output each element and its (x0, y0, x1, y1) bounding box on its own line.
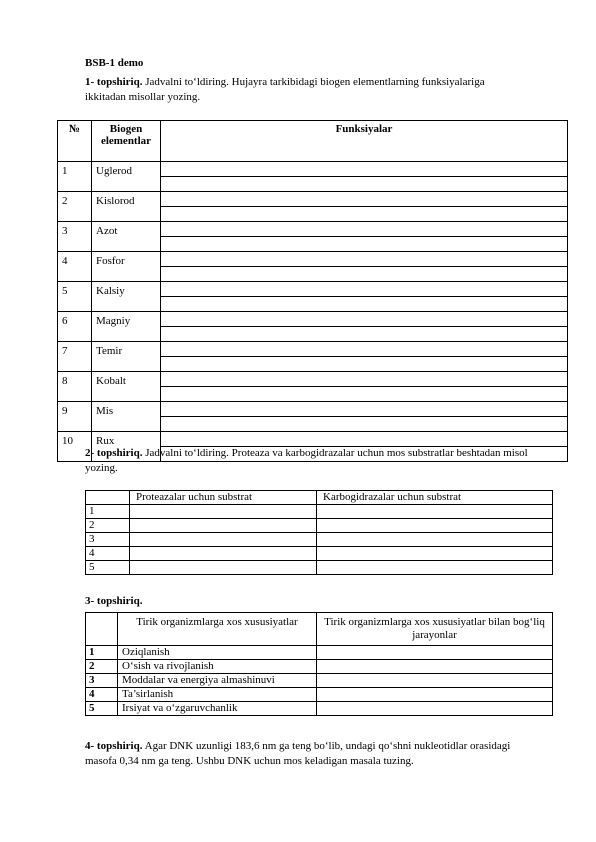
task4-instruction (85, 739, 515, 769)
element-row (58, 192, 568, 222)
element-row (58, 372, 568, 402)
function-answer-line[interactable] (161, 402, 567, 417)
element-name: Azot (92, 222, 161, 252)
substrate-row-number: 5 (86, 561, 130, 575)
protease-substrate-header: Proteazalar uchun substrat (130, 491, 317, 505)
processes-header: Tirik organizmlarga xos xususiyatlar bilan bog‘liq jarayonlar (317, 613, 553, 646)
feature-name: Moddalar va energiya almashinuvi (118, 674, 317, 688)
function-answer-cell[interactable] (161, 372, 568, 402)
feature-row (86, 660, 553, 674)
function-answer-line[interactable] (161, 297, 567, 311)
element-name: Uglerod (92, 162, 161, 192)
element-row-number: 2 (58, 192, 92, 222)
function-answer-line[interactable] (161, 357, 567, 371)
substrate-row-number: 2 (86, 519, 130, 533)
element-name: Kobalt (92, 372, 161, 402)
feature-row (86, 688, 553, 702)
function-answer-line[interactable] (161, 312, 567, 327)
element-row-number: 10 (58, 432, 92, 462)
process-answer-cell[interactable] (317, 674, 553, 688)
function-answer-cell[interactable] (161, 312, 568, 342)
element-name: Magniy (92, 312, 161, 342)
protease-substrate-cell[interactable] (130, 561, 317, 575)
feature-row (86, 646, 553, 660)
feature-name: O‘sish va rivojlanish (118, 660, 317, 674)
function-answer-line[interactable] (161, 222, 567, 237)
element-row (58, 222, 568, 252)
function-answer-line[interactable] (161, 237, 567, 251)
process-answer-cell[interactable] (317, 660, 553, 674)
element-row-number: 7 (58, 342, 92, 372)
task4-label: 4- topshiriq. (85, 740, 143, 752)
function-answer-line[interactable] (161, 387, 567, 401)
substrate-row-number: 1 (86, 505, 130, 519)
element-row (58, 162, 568, 192)
carbohydrase-substrate-cell[interactable] (317, 547, 553, 561)
element-name: Rux (92, 432, 161, 462)
protease-substrate-cell[interactable] (130, 519, 317, 533)
element-row (58, 402, 568, 432)
substrate-row (86, 547, 553, 561)
task4-text: Agar DNK uzunligi 183,6 nm ga teng bo‘lib, undagi qo‘shni nukleotidlar orasidagi masofa 0,34 nm ga teng. Ushbu DNK uchun mos keladigan masala tuzing. (85, 740, 511, 767)
feature-row-number: 2 (86, 660, 118, 674)
feature-name: Ta’sirlanish (118, 688, 317, 702)
element-row-number: 4 (58, 252, 92, 282)
substrate-table (85, 490, 553, 575)
substrate-row (86, 519, 553, 533)
col-functions-header: Funksiyalar (161, 121, 568, 162)
element-name: Fosfor (92, 252, 161, 282)
carbohydrase-substrate-cell[interactable] (317, 505, 553, 519)
feature-row-number: 4 (86, 688, 118, 702)
element-name: Kislorod (92, 192, 161, 222)
col-number-header: № (58, 121, 92, 162)
t2-corner-header (86, 491, 130, 505)
function-answer-line[interactable] (161, 192, 567, 207)
task3-label: 3- topshiriq. (85, 595, 143, 607)
substrate-row-number: 4 (86, 547, 130, 561)
function-answer-line[interactable] (161, 342, 567, 357)
element-row-number: 3 (58, 222, 92, 252)
function-answer-line[interactable] (161, 432, 567, 447)
process-answer-cell[interactable] (317, 688, 553, 702)
function-answer-line[interactable] (161, 207, 567, 221)
element-row-number: 1 (58, 162, 92, 192)
feature-row-number: 5 (86, 702, 118, 716)
element-row (58, 282, 568, 312)
element-row-number: 6 (58, 312, 92, 342)
substrate-row (86, 561, 553, 575)
task2-label: 2- topshiriq. (85, 447, 143, 459)
function-answer-line[interactable] (161, 417, 567, 431)
element-row (58, 342, 568, 372)
biogen-elements-table (57, 120, 568, 462)
process-answer-cell[interactable] (317, 646, 553, 660)
feature-row-number: 1 (86, 646, 118, 660)
task1-instruction (85, 75, 525, 105)
feature-name: Oziqlanish (118, 646, 317, 660)
carbohydrase-substrate-header: Karbogidrazalar uchun substrat (317, 491, 553, 505)
function-answer-line[interactable] (161, 177, 567, 191)
task1-text: Jadvalni to‘ldiring. Hujayra tarkibidagi biogen elementlarning funksiyalariga ikkitadan misollar yozing. (85, 76, 485, 103)
protease-substrate-cell[interactable] (130, 505, 317, 519)
task1-label: 1- topshiriq. (85, 76, 143, 88)
organism-features-table (85, 612, 553, 716)
substrate-row (86, 505, 553, 519)
substrate-row (86, 533, 553, 547)
element-name: Temir (92, 342, 161, 372)
element-row-number: 5 (58, 282, 92, 312)
col-element-header: Biogen elementlar (92, 121, 161, 162)
task2-text: Jadvalni to‘ldiring. Proteaza va karbogidrazalar uchun mos substratlar beshtadan misol yozing. (85, 447, 528, 474)
function-answer-line[interactable] (161, 252, 567, 267)
function-answer-cell[interactable] (161, 342, 568, 372)
task2-instruction (85, 446, 550, 476)
carbohydrase-substrate-cell[interactable] (317, 533, 553, 547)
function-answer-line[interactable] (161, 267, 567, 281)
feature-name: Irsiyat va o‘zgaruvchanlik (118, 702, 317, 716)
element-row (58, 252, 568, 282)
feature-row (86, 702, 553, 716)
function-answer-cell[interactable] (161, 162, 568, 192)
element-row-number: 8 (58, 372, 92, 402)
function-answer-line[interactable] (161, 282, 567, 297)
protease-substrate-cell[interactable] (130, 533, 317, 547)
function-answer-cell[interactable] (161, 402, 568, 432)
substrate-row-number: 3 (86, 533, 130, 547)
function-answer-cell[interactable] (161, 222, 568, 252)
function-answer-line[interactable] (161, 327, 567, 341)
element-row-number: 9 (58, 402, 92, 432)
carbohydrase-substrate-cell[interactable] (317, 519, 553, 533)
carbohydrase-substrate-cell[interactable] (317, 561, 553, 575)
process-answer-cell[interactable] (317, 702, 553, 716)
function-answer-cell[interactable] (161, 252, 568, 282)
function-answer-line[interactable] (161, 372, 567, 387)
element-name: Mis (92, 402, 161, 432)
function-answer-cell[interactable] (161, 282, 568, 312)
element-name: Kalsiy (92, 282, 161, 312)
page-title: BSB-1 demo (85, 57, 144, 69)
feature-row (86, 674, 553, 688)
features-header: Tirik organizmlarga xos xususiyatlar (118, 613, 317, 646)
feature-row-number: 3 (86, 674, 118, 688)
t3-corner-header (86, 613, 118, 646)
function-answer-line[interactable] (161, 162, 567, 177)
element-row (58, 312, 568, 342)
protease-substrate-cell[interactable] (130, 547, 317, 561)
task3-instruction (85, 594, 142, 609)
function-answer-cell[interactable] (161, 192, 568, 222)
